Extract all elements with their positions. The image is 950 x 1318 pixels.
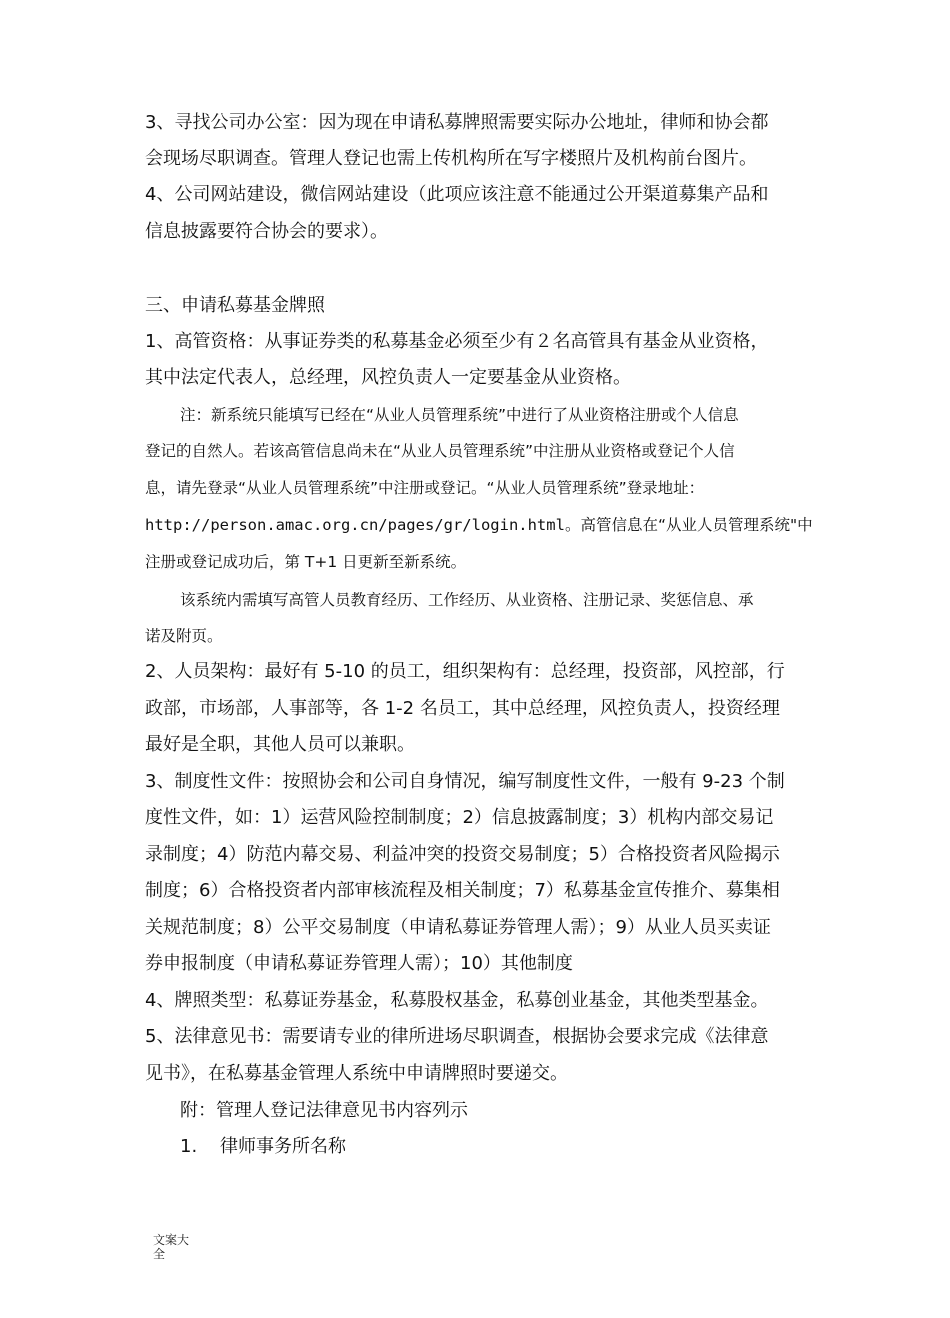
section2-item3-line2: 会现场尽职调查。管理人登记也需上传机构所在写字楼照片及机构前台图片。	[145, 148, 757, 169]
item2-line3: 最好是全职，其他人员可以兼职。	[145, 734, 415, 755]
note-line2: 登记的自然人。若该高管信息尚未在“从业人员管理系统”中注册从业资格或登记个人信	[145, 442, 735, 460]
note2-line2: 诺及附页。	[145, 627, 223, 645]
amac-login-url[interactable]: http://person.amac.org.cn/pages/gr/login.html	[145, 516, 565, 534]
item5-line1: 5、法律意见书：需要请专业的律所进场尽职调查，根据协会要求完成《法律意	[145, 1026, 769, 1047]
item3-line4: 制度；6）合格投资者内部审核流程及相关制度；7）私募基金宣传推介、募集相	[145, 880, 780, 901]
note-line5: 注册或登记成功后，第 T+1 日更新至新系统。	[145, 553, 467, 571]
appendix-item-1-text: 律师事务所名称	[220, 1136, 346, 1157]
section2-item3-line1: 3、寻找公司办公室：因为现在申请私募牌照需要实际办公地址，律师和协会都	[145, 112, 769, 133]
appendix-item-1	[180, 1136, 346, 1158]
section3-heading: 三、申请私募基金牌照	[145, 295, 325, 316]
item4-line: 4、牌照类型：私募证券基金，私募股权基金，私募创业基金，其他类型基金。	[145, 990, 769, 1011]
appendix-item-1-number: 1.	[180, 1136, 198, 1157]
footer-line1: 文案大	[153, 1233, 190, 1247]
section2-item4-line2: 信息披露要符合协会的要求）。	[145, 221, 388, 242]
item5-line2: 见书》，在私募基金管理人系统中申请牌照时要递交。	[145, 1063, 568, 1084]
note-line1: 注：新系统只能填写已经在“从业人员管理系统”中进行了从业资格注册或个人信息	[180, 406, 739, 424]
item3-line1: 3、制度性文件：按照协会和公司自身情况，编写制度性文件，一般有 9-23 个制	[145, 771, 785, 792]
item2-line1: 2、人员架构：最好有 5-10 的员工，组织架构有：总经理，投资部，风控部，行	[145, 661, 785, 682]
note-line4-tail: 。高管信息在“从业人员管理系统"中	[564, 516, 813, 534]
item3-line2: 度性文件，如：1）运营风险控制制度；2）信息披露制度；3）机构内部交易记	[145, 807, 774, 828]
item1-line2: 其中法定代表人，总经理，风控负责人一定要基金从业资格。	[145, 367, 631, 388]
footer-line2: 全	[153, 1247, 166, 1261]
note-line4	[145, 515, 813, 535]
item1-line1: 1、高管资格：从事证券类的私募基金必须至少有２名高管具有基金从业资格，	[145, 331, 769, 352]
item3-line5: 关规范制度；8）公平交易制度（申请私募证券管理人需）；9）从业人员买卖证	[145, 917, 771, 938]
appendix-title: 附：管理人登记法律意见书内容列示	[180, 1100, 468, 1121]
note-line3: 息，请先登录“从业人员管理系统”中注册或登记。“从业人员管理系统”登录地址：	[145, 479, 705, 497]
section2-item4-line1: 4、公司网站建设，微信网站建设（此项应该注意不能通过公开渠道募集产品和	[145, 184, 769, 205]
item3-line3: 录制度；4）防范内幕交易、利益冲突的投资交易制度；5）合格投资者风险揭示	[145, 844, 780, 865]
item2-line2: 政部，市场部，人事部等，各 1-2 名员工，其中总经理，风控负责人，投资经理	[145, 698, 780, 719]
item3-line6: 券申报制度（申请私募证券管理人需）；10）其他制度	[145, 953, 573, 974]
note2-line1: 该系统内需填写高管人员教育经历、工作经历、从业资格、注册记录、奖惩信息、承	[180, 591, 754, 609]
footer-watermark	[153, 1233, 189, 1261]
